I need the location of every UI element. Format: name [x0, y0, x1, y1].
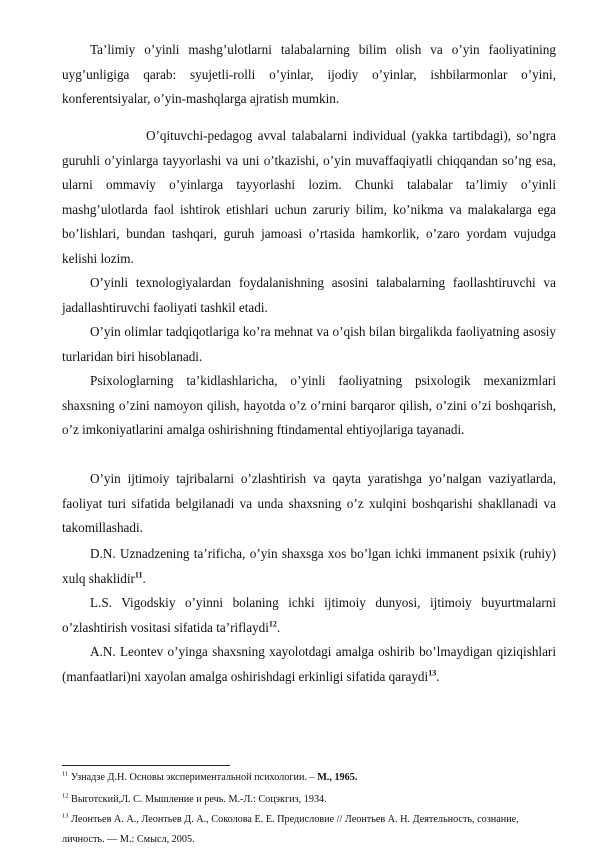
paragraph-vigodskiy: L.S. Vigodskiy o’yinni bolaning ichki ijtimoiy dunyosi, ijtimoiy buyurtmalarni o’zlashtirish vositasi sifatida ta’riflaydi$^{12}$. [62, 595, 556, 635]
footnote-divider [62, 765, 230, 766]
paragraph-game-research: O’yin olimlar tadqiqotlariga ko’ra mehnat va o’qish bilan birgalikda faoliyatning asosiy turlaridan biri hisoblanadi. [62, 324, 556, 364]
paragraph-leontev: A.N. Leontev o’yinga shaxsning xayolotdagi amalga oshirib bo’lmaydigan qiziqishlari (manfaatlari)ni xayolan amalga oshirishdagi erkinligi sifatida qaraydi$^{13}$. [62, 644, 556, 684]
paragraph-uznadze: D.N. Uznadzening ta’rificha, o’yin shaxsga xos bo’lgan ichki immanent psixik (ruhiy) xulq shaklidir$^{11}$. [62, 546, 556, 586]
footnote-11: $^{11}$ Узнадзе Д.Н. Основы экспериментальной психологии. – М., 1965. [62, 770, 358, 783]
paragraph-teacher-role: O’qituvchi-pedagog avval talabalarni individual (yakka tartibdagi), so’ngra guruhli o’yinlarga tayyorlashi va uni o’tkazishi, o’yin muvaffaqiyatli chiqqandan so’ng esa, ularni ommaviy o’yinlarga tayyorlashi lozim. Chunki talabalar ta’limiy o’yinli mashg’ulotlarda faol ishtirok etishlari uchun zaruriy bilim, ko’nikma va malakalarga ega bo’lishlari, bundan tashqari, guruh jamoasi o’rtasida hamkorlik, o’zaro yordam vujudga kelishi lozim. [62, 128, 556, 266]
paragraph-game-technology: O’yinli texnologiyalardan foydalanishning asosini talabalarning faollashtiruvchi va jadallashtiruvchi faoliyati tashkil etadi. [62, 275, 556, 315]
footnote-ref-11[interactable]: 11 [134, 570, 143, 580]
paragraph-game-lessons: Ta’limiy o’yinli mashg’ulotlarni talabalarning bilim olish va o’yin faoliyatining uyg’unligiga qarab: syujetli-rolli o’yinlar, ijodiy o’yinlar, ishbilarmonlar o’yini, konferentsiyalar, o’yin-mashqlarga ajratish mumkin. [62, 42, 556, 107]
footnote-ref-12[interactable]: 12 [268, 619, 277, 629]
footnote-12: $^{12}$ Выготский,Л. С. Мышление и речь. М.-Л.: Соцэкгиз, 1934. [62, 792, 327, 805]
footnote-ref-13[interactable]: 13 [428, 668, 437, 678]
footnote-13: $^{13}$ Леонтьев А. А., Леонтьев Д. А., Соколова Е. Е. Предисловие // Леонтьев А. Н. Деятельность, сознание, личность. — М.: Смысл, 2005. [62, 812, 519, 845]
paragraph-psychologists: Psixologlarning ta’kidlashlaricha, o’yinli faoliyatning psixologik mexanizmlari shaxsning o’zini namoyon qilish, hayotda o’z o’rnini barqaror qilish, o’zini o’zi boshqarish, o’z imkoniyatlarini amalga oshirishning ftindamental ehtiyojlariga tayanadi. [62, 373, 556, 438]
paragraph-social-experience: O’yin ijtimoiy tajribalarni o’zlashtirish va qayta yaratishga yo’nalgan vaziyatlarda, faoliyat turi sifatida belgilanadi va unda shaxsning o’z xulqini boshqarishi shakllanadi va takomillashadi. [62, 471, 556, 536]
